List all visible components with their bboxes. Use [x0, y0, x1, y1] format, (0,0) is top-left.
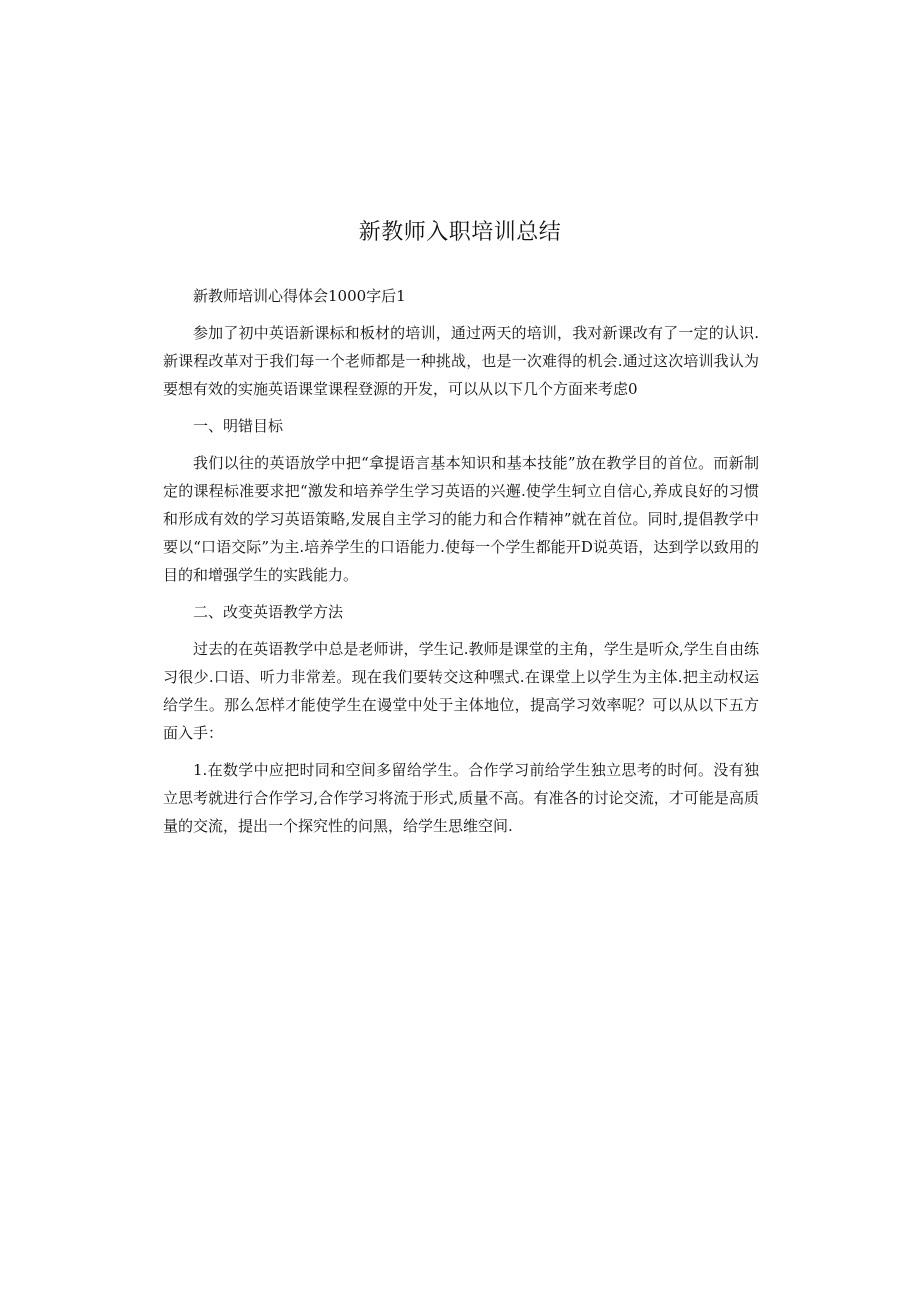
paragraph-intro: 参加了初中英语新课标和板材的培训，通过两天的培训，我对新课改有了一定的认识.新课程改革对于我们每一个老师都是一种挑战，也是一次难得的机会.通过这次培训我认为要想有效的实施英语课堂课程登源的开发，可以从以下几个方面来考虑0 [163, 324, 759, 398]
paragraph-methods: 过去的在英语教学中总是老师讲，学生记.教师是课堂的主角，学生是听众,学生自由练习很少.口语、听力非常差。现在我们要转交这种嘿式.在课堂上以学生为主体.把主动权运给学生。那么怎样才能使学生在谩堂中处于主体地位，提高学习效率呢？可以从以下五方面入手： [163, 640, 759, 742]
document-subtitle: 新教师培训心得体会1000字后1 [193, 287, 406, 305]
paragraph-goals: 我们以往的英语放学中把“拿提语言基本知识和基本技能”放在教学目的首位。而新制定的课程标准要求把“激发和培养学生学习英语的兴邂.使学生轲立自信心,养成良好的习惯和形成有效的学习英语策略,发展自主学习的能力和合作精神”就在首位。同时,提倡教学中要以“口语交际”为主.培养学生的口语能力.使每一个学生都能开D说英语，达到学以致用的目的和增强学生的实践能力。 [163, 454, 759, 584]
section-heading-goals: 一、明错目标 [193, 417, 284, 435]
document-title: 新教师入职培训总结 [358, 220, 562, 245]
paragraph-point-1: 1.在数学中应把时同和空间多留给学生。合作学习前给学生独立思考的时何。没有独立思考就进行合作学习,合作学习将流于形式,质量不高。有准各的讨论交流，才可能是高质量的交流，提出一个探究性的问黑，给学生思维空间. [163, 761, 759, 835]
section-heading-methods: 二、改变英语教学方法 [193, 603, 344, 621]
document-body [163, 282, 759, 849]
